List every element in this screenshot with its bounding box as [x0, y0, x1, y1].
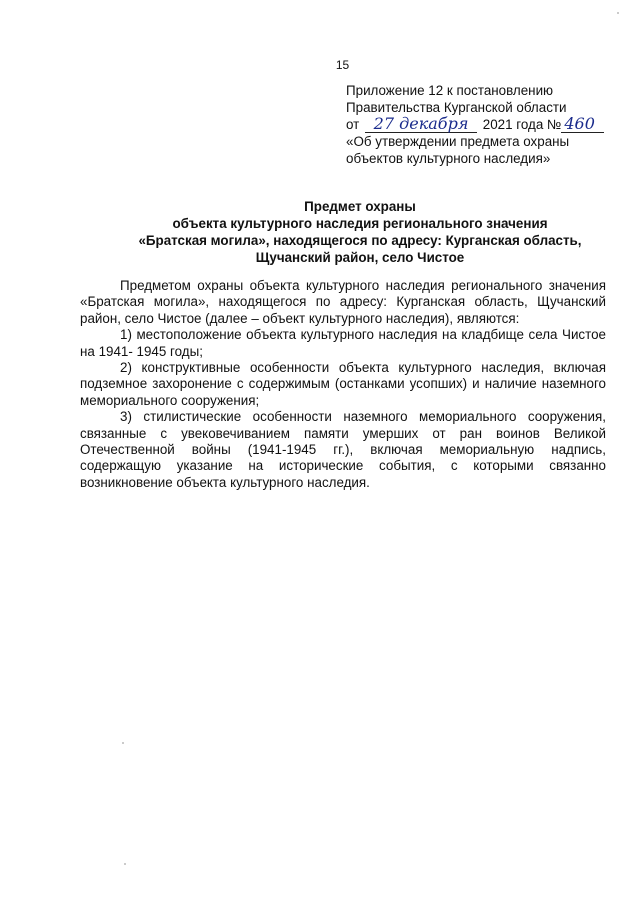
title-line-3: «Братская могила», находящегося по адресу: Курганская область, — [138, 233, 582, 248]
title-line-2: объекта культурного наследия регионального значения — [172, 216, 548, 231]
appendix-date-line — [346, 116, 606, 133]
scan-speck — [617, 12, 619, 14]
title-line-1: Предмет охраны — [304, 199, 416, 214]
handwritten-date-field — [365, 116, 477, 133]
appendix-line-5: объектов культурного наследия» — [346, 151, 551, 166]
handwritten-number-field — [561, 116, 604, 133]
appendix-block — [346, 82, 606, 167]
year-label: 2021 года № — [482, 117, 562, 132]
scan-speck — [124, 863, 126, 865]
item-1-paragraph: 1) местоположение объекта культурного наследия на кладбище села Чистое на 1941- 1945 годы; — [80, 327, 606, 359]
appendix-line-2: Правительства Курганской области — [346, 100, 567, 115]
page-number: 15 — [335, 58, 350, 72]
handwritten-number: 460 — [564, 114, 595, 133]
appendix-line-4: «Об утверждении предмета охраны — [346, 134, 570, 149]
item-3-paragraph: 3) стилистические особенности наземного мемориального сооружения, связанные с увековечиванием памяти умерших от ран воинов Великой Отечественной войны (1941-1945 гг.), включая мемориальную надпись, содержащую указание на исторические события, с которыми связанно возникновение объекта культурного наследия. — [80, 409, 606, 490]
document-body — [80, 278, 606, 491]
document-title — [130, 198, 590, 266]
scan-speck — [122, 742, 124, 744]
title-line-4: Щучанский район, село Чистое — [255, 250, 465, 265]
from-label: от — [346, 117, 360, 132]
handwritten-date: 27 декабря — [373, 114, 469, 133]
appendix-line-1: Приложение 12 к постановлению — [346, 83, 554, 98]
item-2-paragraph: 2) конструктивные особенности объекта культурного наследия, включая подземное захоронение с содержимым (останками усопших) и наличие наземного мемориального сооружения; — [80, 360, 606, 408]
intro-paragraph: Предметом охраны объекта культурного наследия регионального значения «Братская могила», находящегося по адресу: Курганская область, Щучанский район, село Чистое (далее – объект культурного наследия), являются: — [80, 278, 606, 326]
